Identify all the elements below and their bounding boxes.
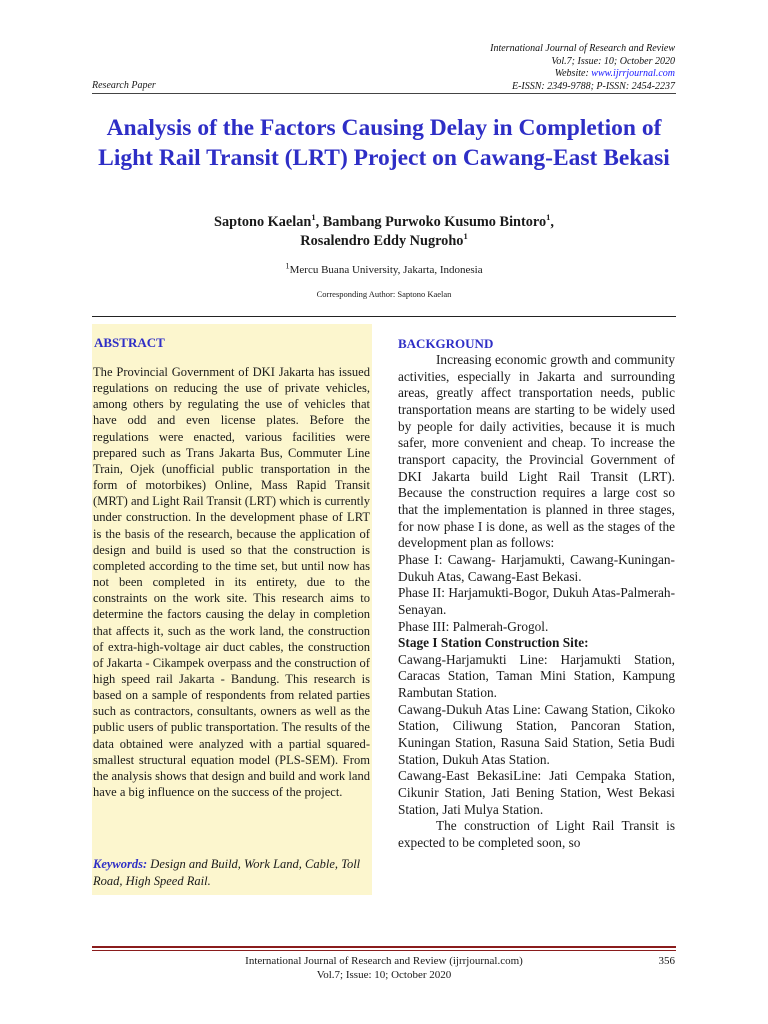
phase-2: Phase II: Harjamukti-Bogor, Dukuh Atas-Palmerah-Senayan. xyxy=(398,585,675,617)
paper-type: Research Paper xyxy=(92,80,156,91)
footer-rule-thick xyxy=(92,946,676,948)
stage-heading: Stage I Station Construction Site: xyxy=(398,635,589,651)
author-2: Bambang Purwoko Kusumo Bintoro xyxy=(322,214,547,230)
website-link[interactable]: www.ijrrjournal.com xyxy=(591,68,675,79)
author-list: Saptono Kaelan$^1$, Bambang Purwoko Kusumo Bintoro$^1$, Rosalendro Eddy Nugroho$^1$ xyxy=(214,212,554,249)
affiliation xyxy=(92,260,676,277)
author-2-affil: 1 xyxy=(546,212,551,223)
background-heading: BACKGROUND xyxy=(398,336,494,351)
keywords-list: Design and Build, Work Land, Cable, Toll Road, High Speed Rail. xyxy=(93,857,361,888)
footer-rule-thin xyxy=(92,950,676,951)
background-paragraph-2: The construction of Light Rail Transit is expected to be completed soon, so xyxy=(398,818,675,851)
paper-title: Analysis of the Factors Causing Delay in Completion of Light Rail Transit (LRT) Project on Cawang-East Bekasi xyxy=(98,115,670,171)
journal-volume: Vol.7; Issue: 10; October 2020 xyxy=(551,55,675,67)
journal-website xyxy=(490,68,675,81)
footer-journal: International Journal of Research and Review (ijrrjournal.com) xyxy=(245,955,523,967)
corresponding-author: Corresponding Author: Saptono Kaelan xyxy=(316,289,452,299)
page-number: 356 xyxy=(658,955,675,967)
line-harjamukti: Cawang-Harjamukti Line: Harjamukti Station, Caracas Station, Taman Mini Station, Kampung Rambutan Station. xyxy=(398,651,675,701)
author-3-affil: 1 xyxy=(463,231,468,242)
author-1: Saptono Kaelan xyxy=(214,214,312,230)
background-column xyxy=(398,352,675,852)
footer-citation xyxy=(92,954,676,982)
affiliation-text: Mercu Buana University, Jakarta, Indonesia xyxy=(289,264,483,276)
abstract-text: The Provincial Government of DKI Jakarta has issued regulations on reducing the use of private vehicles, among others by regulating the use of vehicles that have odd and even license plates. Before the regulations were enacted, various facilities were prepared such as Trans Jakarta Bus, Commuter Line Train, Ojek (unofficial public transportation in the form of motorbikes) Online, Mass Rapid Transit (MRT) and Light Rail Transit (LRT) which is currently under construction. In the development phase of LRT is the basis of the research, because the application of design and build is used so that the construction is completed according to the time set, but until now has not been completed in its entirety, due to the constraints on the work site. This research aims to determine the factors causing the delay in completion that affects it, such as the work land, the construction of extra-high-voltage air duct cables, the construction of Jakarta - Cikampek overpass and the construction of high speed rail Jakarta - Bandung. This research is based on a sample of respondents from related parties such as contractors, consultants, owners as well as the public users of public transportation. The results of the data obtained were analyzed with a partial squared-smallest structural equation model (PLS-SEM). From the analysis shows that design and build and work land have a big influence on the success of the project. xyxy=(93,365,370,800)
footer-volume: Vol.7; Issue: 10; October 2020 xyxy=(316,969,452,981)
abstract-heading: ABSTRACT xyxy=(94,335,165,350)
journal-name: International Journal of Research and Review xyxy=(490,43,675,54)
journal-issn: E-ISSN: 2349-9788; P-ISSN: 2454-2237 xyxy=(511,80,675,92)
journal-header-info xyxy=(490,43,675,93)
affiliation-marker: 1 xyxy=(285,260,290,271)
phase-3: Phase III: Palmerah-Grogol. xyxy=(398,618,549,634)
phase-1: Phase I: Cawang- Harjamukti, Cawang-Kuningan-Dukuh Atas, Cawang-East Bekasi. xyxy=(398,551,675,584)
keywords-label: Keywords: xyxy=(93,857,148,871)
website-label: Website: xyxy=(554,68,592,79)
line-east-bekasi: Cawang-East BekasiLine: Jati Cempaka Station, Cikunir Station, Jati Bening Station, West Bekasi Station, Jati Mulya Station. xyxy=(398,768,675,817)
author-1-affil: 1 xyxy=(311,212,316,223)
header-divider xyxy=(92,93,676,94)
body-divider xyxy=(92,316,676,317)
background-paragraph-1: Increasing economic growth and community activities, especially in Jakarta and surrounding areas, greatly affect transportation needs, public transportation means are starting to be widely used by people for daily activities, because it is much safer, more convenient and cheap. To increase the transport capacity, the Provincial Government of DKI Jakarta build Light Rail Transit (LRT). Because the construction requires a large cost so that the implementation is planned in three stages, for now phase I is done, as well as the stages of the development plan as follows: xyxy=(398,352,675,551)
line-dukuh-atas: Cawang-Dukuh Atas Line: Cawang Station, Cikoko Station, Ciliwung Station, Pancoran Station, Kuningan Station, Rasuna Said Station, Setia Budi Station, Dukuh Atas Station. xyxy=(398,701,675,767)
keywords xyxy=(93,856,370,889)
author-3: Rosalendro Eddy Nugroho xyxy=(300,233,464,249)
